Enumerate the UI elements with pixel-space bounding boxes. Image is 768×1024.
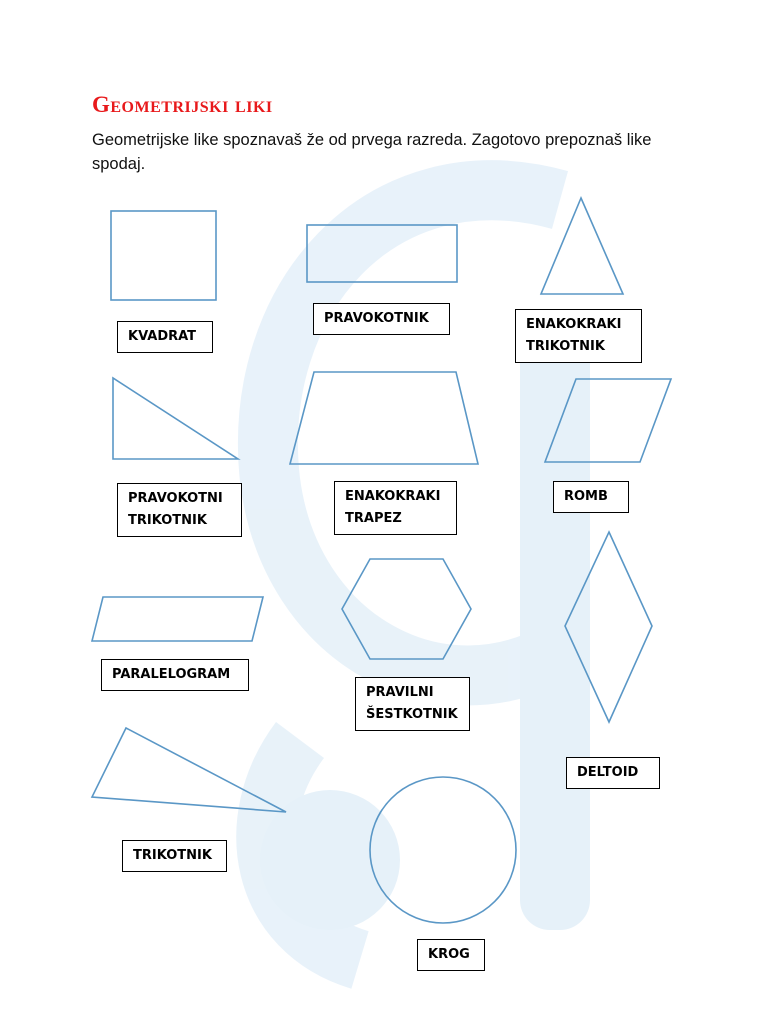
pravokotnik-shape: [307, 225, 457, 282]
enakokraki-trikotnik-shape: [541, 198, 623, 294]
label-trikotnik: TRIKOTNIK: [122, 840, 227, 872]
label-pravokotnik: PRAVOKOTNIK: [313, 303, 450, 335]
label-pravilni-sestkotnik: PRAVILNI ŠESTKOTNIK: [355, 677, 470, 731]
trikotnik-shape: [92, 728, 286, 812]
label-paralelogram: PARALELOGRAM: [101, 659, 249, 691]
intro-text: Geometrijske like spoznavaš že od prvega razreda. Zagotovo prepoznaš like spodaj.: [92, 131, 652, 173]
enakokraki-trapez-shape: [290, 372, 478, 464]
kvadrat-shape: [111, 211, 216, 300]
romb-shape: [545, 379, 671, 462]
page-title: Geometrijski liki: [92, 92, 273, 117]
label-enakokraki-trapez: ENAKOKRAKI TRAPEZ: [334, 481, 457, 535]
pravokotni-trikotnik-shape: [113, 378, 238, 459]
label-romb: ROMB: [553, 481, 629, 513]
label-kvadrat: KVADRAT: [117, 321, 213, 353]
paralelogram-shape: [92, 597, 263, 641]
label-enakokraki-trikotnik: ENAKOKRAKI TRIKOTNIK: [515, 309, 642, 363]
label-pravokotni-trikotnik: PRAVOKOTNI TRIKOTNIK: [117, 483, 242, 537]
label-krog: KROG: [417, 939, 485, 971]
pravilni-sestkotnik-shape: [342, 559, 471, 659]
deltoid-shape: [565, 532, 652, 722]
krog-shape: [370, 777, 516, 923]
label-deltoid: DELTOID: [566, 757, 660, 789]
